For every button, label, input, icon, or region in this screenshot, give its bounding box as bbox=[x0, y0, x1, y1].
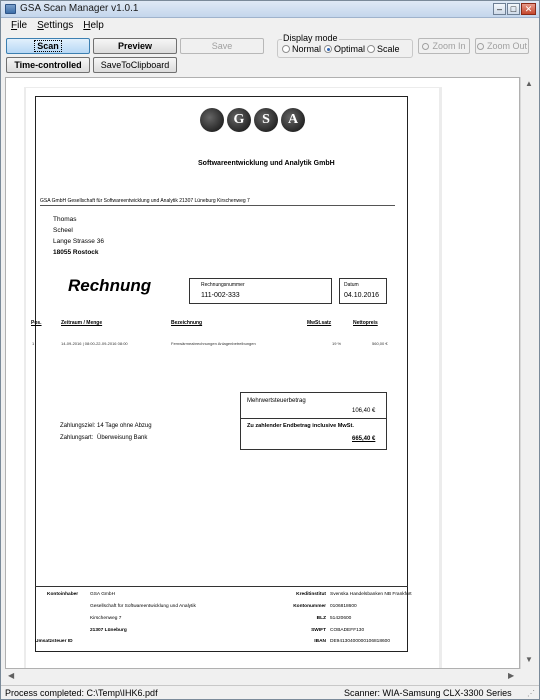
footer-bank-label: Kreditinstitut bbox=[296, 592, 326, 597]
footer-account-label: Kontonummer bbox=[293, 604, 326, 609]
payment-term: 14 Tage ohne Abzug bbox=[97, 423, 152, 429]
payment-term-label: Zahlungsziel: bbox=[60, 423, 96, 429]
time-controlled-button[interactable]: Time-controlled bbox=[6, 57, 90, 73]
radio-optimal-label: Optimal bbox=[334, 44, 366, 54]
table-cell-net-price: 560,00 € bbox=[372, 341, 388, 346]
menu-file[interactable] bbox=[9, 18, 29, 34]
menu-settings-accel: S bbox=[37, 20, 44, 31]
radio-normal[interactable] bbox=[282, 44, 321, 54]
minimize-icon: – bbox=[496, 3, 502, 14]
footer-swift: COBADEFF130 bbox=[330, 628, 365, 633]
company-tagline: Softwareentwicklung und Analytik GmbH bbox=[198, 160, 335, 167]
table-cell-vat-rate: 19 % bbox=[332, 341, 342, 346]
footer-divider bbox=[35, 586, 408, 587]
invoice-number: 111-002-333 bbox=[201, 292, 240, 299]
company-logo bbox=[200, 108, 305, 132]
radio-scale[interactable] bbox=[367, 44, 400, 54]
status-scanner: Scanner: WIA-Samsung CLX-3300 Series bbox=[344, 688, 512, 698]
zoom-in-button[interactable] bbox=[418, 38, 470, 54]
document-viewport[interactable] bbox=[5, 77, 520, 669]
col-header-net-price: Nettopreis bbox=[353, 320, 378, 326]
menu-settings[interactable] bbox=[35, 18, 75, 34]
scroll-up-icon[interactable]: ▲ bbox=[525, 79, 533, 88]
radio-optimal-indicator bbox=[324, 45, 332, 53]
recipient-line: Thomas bbox=[53, 216, 77, 223]
footer-tax-label: Umsatzsteuer ID bbox=[35, 639, 73, 644]
scroll-down-icon[interactable]: ▼ bbox=[525, 655, 533, 664]
horizontal-scrollbar[interactable] bbox=[5, 669, 520, 683]
close-icon: ✕ bbox=[524, 3, 533, 14]
menu-help[interactable] bbox=[81, 18, 106, 34]
table-cell-description: Fernwärmeabrechnungen Anlagenbetreibungen bbox=[171, 341, 256, 346]
payment-type-label: Zahlungsart: bbox=[60, 435, 94, 441]
status-process: Process completed: C:\Temp\IHK6.pdf bbox=[5, 688, 158, 698]
status-bar bbox=[1, 685, 539, 700]
totals-divider bbox=[240, 418, 387, 419]
minimize-button[interactable] bbox=[493, 3, 506, 15]
footer-iban-label: IBAN bbox=[314, 639, 326, 644]
radio-scale-label: Scale bbox=[377, 44, 400, 54]
radio-optimal[interactable] bbox=[324, 44, 365, 54]
table-cell-period: 14-09-2016 | 08:00-22-09-2016 08:00 bbox=[61, 341, 128, 346]
col-header-vat-rate: MwSt.satz bbox=[307, 320, 332, 326]
invoice-heading: Rechnung bbox=[68, 276, 152, 295]
vat-amount: 106,40 € bbox=[352, 408, 376, 414]
footer-owner: GSA GmbH bbox=[90, 592, 116, 597]
col-header-description: Bezeichnung bbox=[171, 320, 203, 326]
payment-type: Überweisung Bank bbox=[97, 435, 148, 441]
resize-grip-icon[interactable]: ⋰ bbox=[527, 689, 535, 698]
save-button[interactable]: Save bbox=[180, 38, 264, 54]
footer-account: 0106818600 bbox=[330, 604, 357, 609]
sender-divider bbox=[40, 205, 395, 206]
recipient-line: Scheel bbox=[53, 227, 73, 234]
recipient-line: Lange Strasse 36 bbox=[53, 238, 104, 245]
vat-label: Mehrwertsteuerbetrag bbox=[247, 398, 306, 404]
footer-blz: 51420600 bbox=[330, 616, 352, 621]
footer-city: 21307 Lüneburg bbox=[90, 628, 127, 633]
menu-file-accel: F bbox=[11, 20, 18, 31]
menu-help-accel: H bbox=[83, 20, 91, 31]
magnifier-icon bbox=[477, 43, 484, 50]
radio-normal-label: Normal bbox=[292, 44, 322, 54]
menu-bar bbox=[1, 18, 539, 34]
col-header-pos: Pos. bbox=[31, 320, 42, 326]
menu-help-label: elp bbox=[90, 20, 104, 31]
col-header-period: Zeitraum / Menge bbox=[61, 320, 103, 326]
logo-letter-2: G bbox=[227, 108, 251, 132]
footer-bank: Svenska Handelsbanken NB Frankfurt bbox=[330, 592, 412, 597]
maximize-button[interactable] bbox=[507, 3, 520, 15]
magnifier-icon bbox=[422, 43, 429, 50]
app-icon bbox=[5, 4, 16, 14]
title-bar[interactable] bbox=[1, 1, 539, 18]
close-button[interactable] bbox=[521, 3, 536, 15]
footer-swift-label: SWIFT bbox=[311, 628, 326, 633]
recipient-line: 18055 Rostock bbox=[53, 249, 99, 256]
zoom-in-label: Zoom In bbox=[432, 41, 466, 51]
total-label: Zu zahlender Endbetrag inclusive MwSt. bbox=[247, 423, 354, 429]
save-to-clipboard-button[interactable]: SaveToClipboard bbox=[93, 57, 177, 73]
invoice-number-label: Rechnungsnummer bbox=[201, 282, 245, 288]
footer-street: Kirschenweg 7 bbox=[90, 616, 122, 621]
menu-file-label: ile bbox=[17, 20, 28, 31]
zoom-out-label: Zoom Out bbox=[486, 41, 527, 51]
zoom-out-button[interactable] bbox=[475, 38, 529, 54]
scanned-page bbox=[26, 88, 439, 668]
footer-iban: DE94130400000106818600 bbox=[330, 639, 391, 644]
scroll-left-icon[interactable]: ◀ bbox=[8, 671, 15, 680]
total-amount: 665,40 € bbox=[352, 436, 376, 442]
footer-owner-label: Kontoinhaber bbox=[47, 592, 79, 597]
radio-scale-indicator bbox=[367, 45, 375, 53]
table-cell-pos: 1 bbox=[32, 341, 35, 346]
logo-letter-1 bbox=[200, 108, 224, 132]
vertical-scrollbar[interactable] bbox=[520, 77, 535, 669]
logo-letter-3: S bbox=[254, 108, 278, 132]
maximize-icon: □ bbox=[510, 3, 517, 14]
sender-line: GSA GmbH Gesellschaft für Softwareentwicklung und Analytik 21307 Lüneburg Kirschenweg 7 bbox=[40, 198, 250, 204]
scan-button[interactable] bbox=[6, 38, 90, 54]
scan-label: Scan bbox=[34, 40, 62, 52]
logo-letter-4: A bbox=[281, 108, 305, 132]
display-mode-label: Display mode bbox=[283, 33, 338, 43]
scroll-right-icon[interactable]: ▶ bbox=[508, 671, 515, 680]
radio-normal-indicator bbox=[282, 45, 290, 53]
menu-settings-label: ettings bbox=[43, 20, 74, 31]
footer-company: Gesellschaft für Softwareentwicklung und Analytik bbox=[90, 604, 196, 609]
footer-blz-label: BLZ bbox=[316, 616, 326, 621]
preview-button[interactable]: Preview bbox=[93, 38, 177, 54]
invoice-date: 04.10.2016 bbox=[344, 292, 380, 299]
window-title: GSA Scan Manager v1.0.1 bbox=[20, 3, 139, 14]
date-label: Datum bbox=[344, 282, 359, 288]
page-border bbox=[35, 96, 408, 652]
